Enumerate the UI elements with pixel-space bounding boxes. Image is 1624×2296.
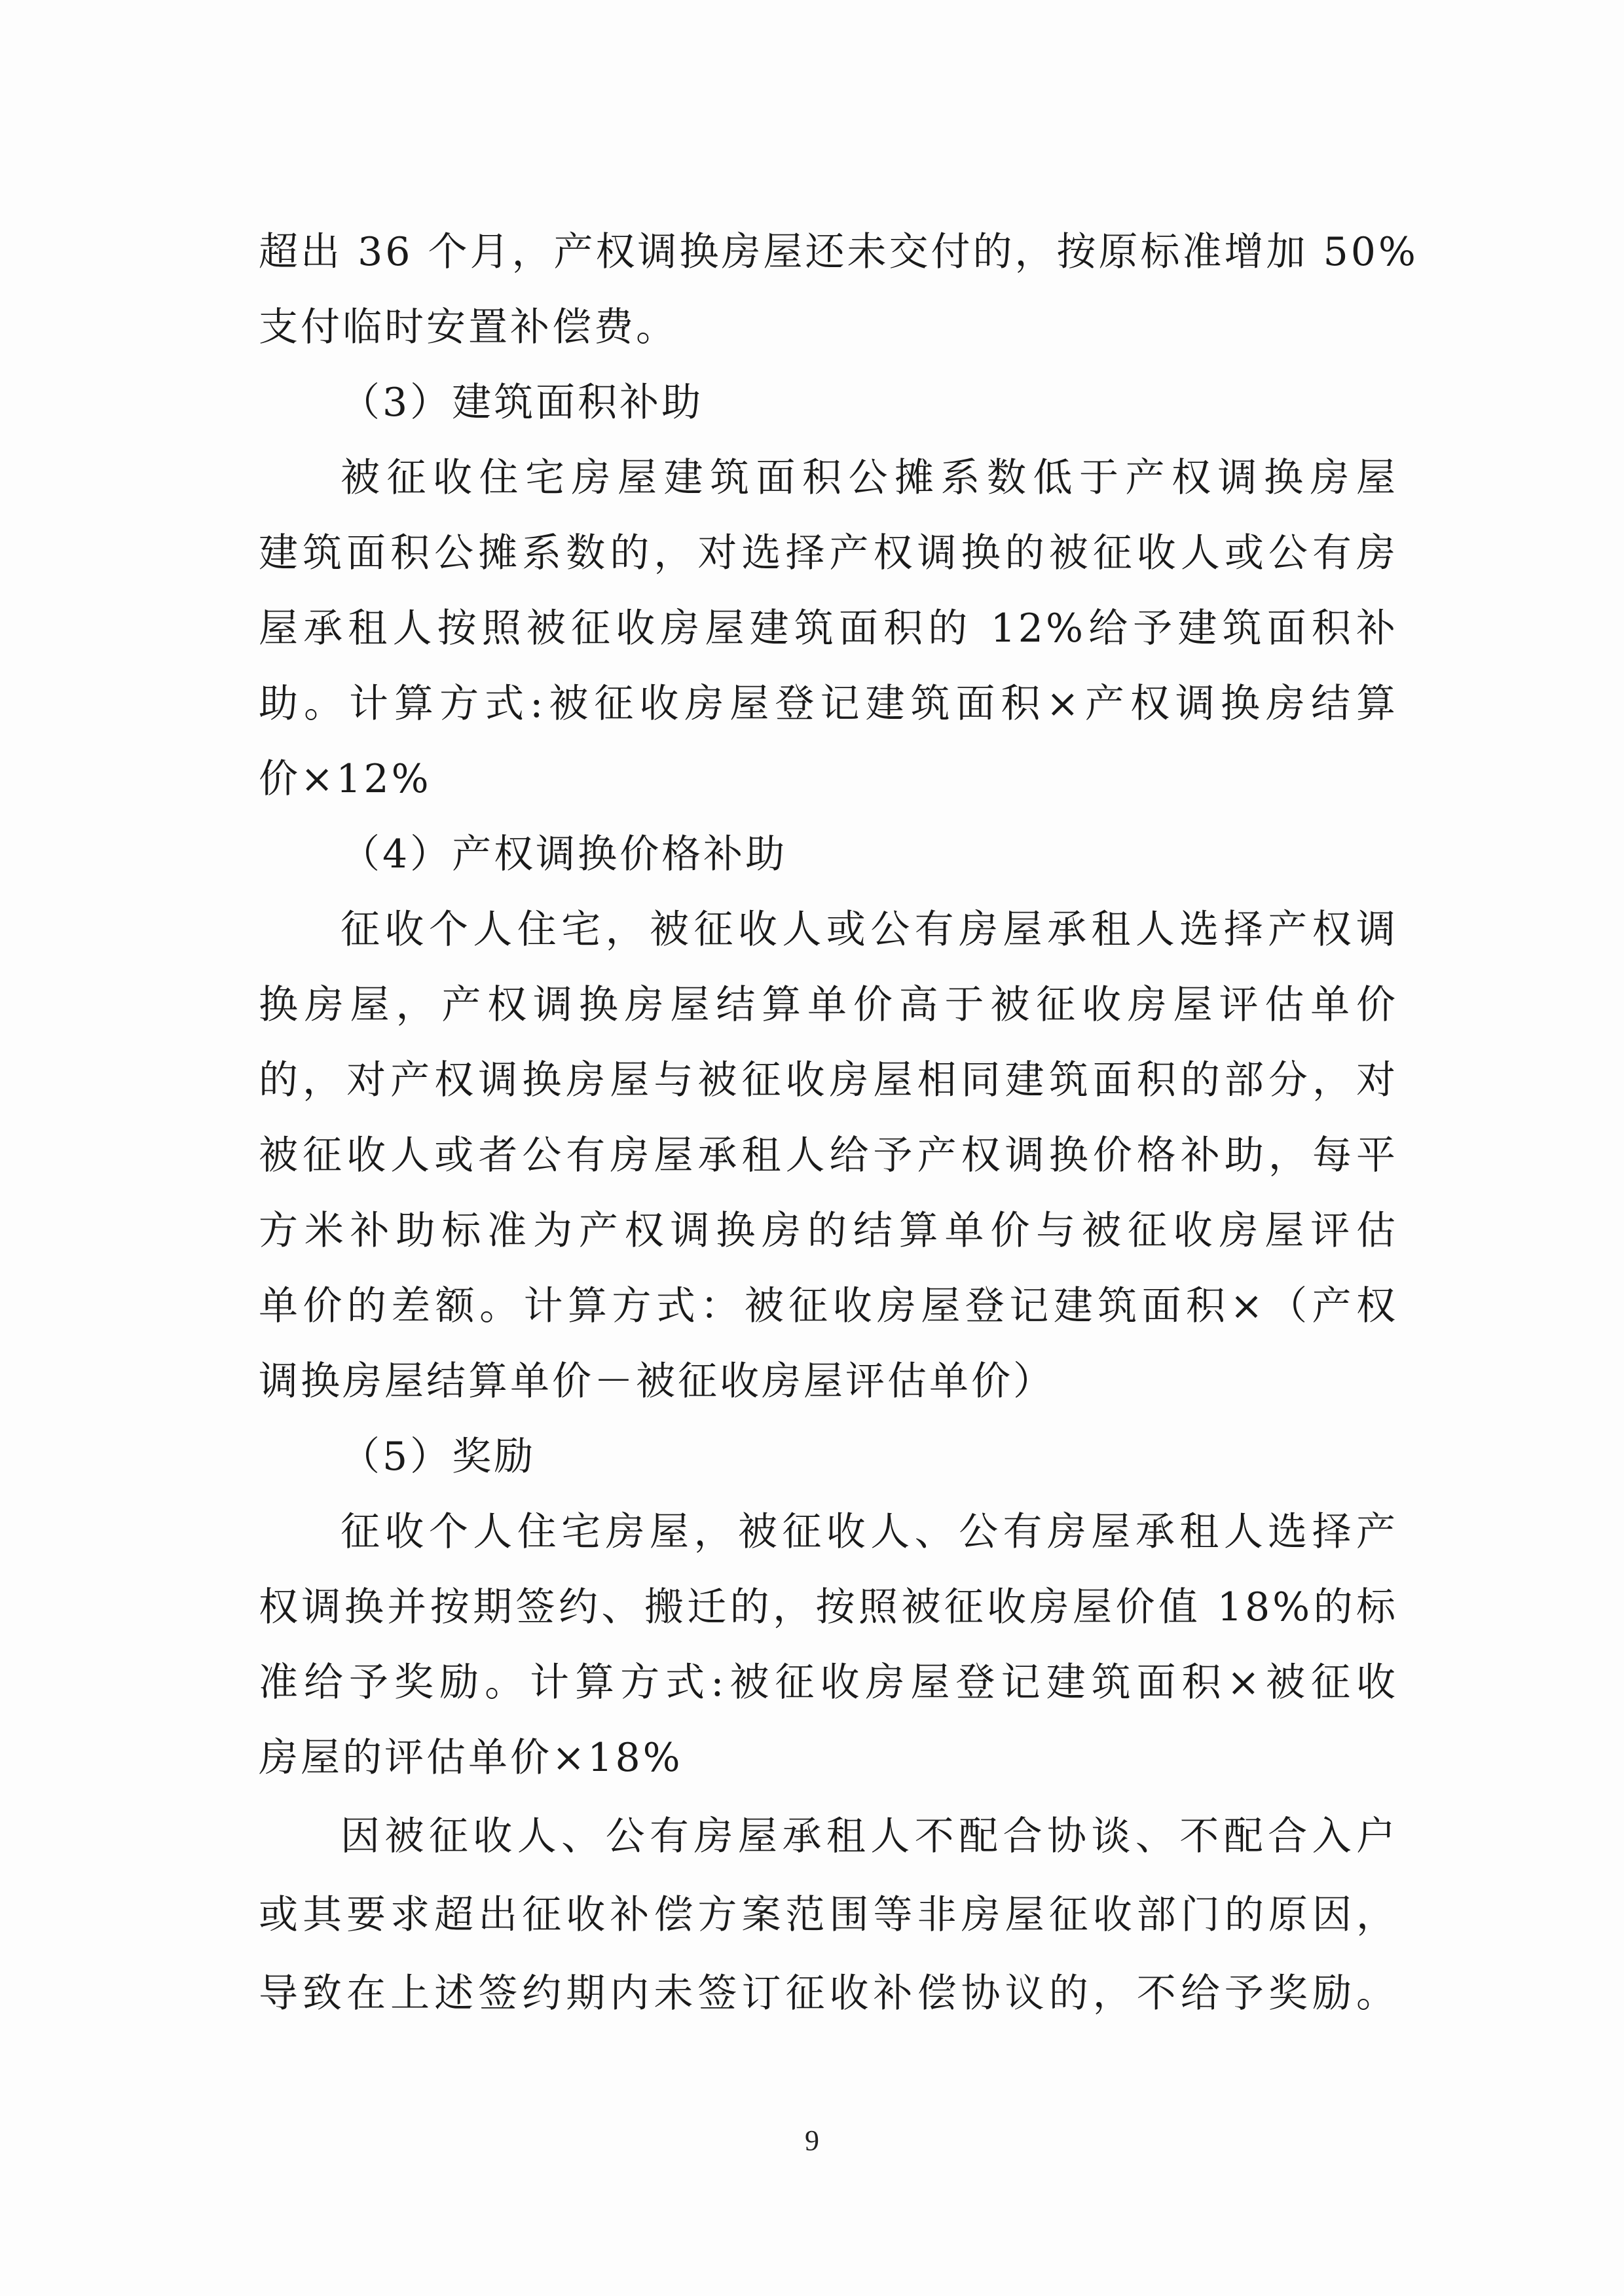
text-line: 房屋的评估单价×18% [259, 1735, 683, 1781]
section-heading: （5）奖励 [341, 1434, 536, 1480]
section-heading: （4）产权调换价格补助 [341, 831, 788, 877]
text-line: 导致在上述签约期内未签订征收补偿协议的，不给予奖励。 [259, 1971, 1398, 2016]
text-line: 屋承租人按照被征收房屋建筑面积的 12%给予建筑面积补 [259, 606, 1398, 651]
text-line: 单价的差额。计算方式：被征收房屋登记建筑面积×（产权 [259, 1283, 1398, 1329]
text-line: 建筑面积公摊系数的，对选择产权调换的被征收人或公有房 [259, 530, 1398, 576]
text-line: 征收个人住宅房屋，被征收人、公有房屋承租人选择产 [341, 1509, 1398, 1555]
text-line: 征收个人住宅，被征收人或公有房屋承租人选择产权调 [341, 907, 1398, 953]
section-heading: （3）建筑面积补助 [341, 380, 704, 426]
text-line: 调换房屋结算单价－被征收房屋评估单价） [259, 1358, 1055, 1404]
text-line: 的，对产权调换房屋与被征收房屋相同建筑面积的部分，对 [259, 1057, 1398, 1103]
text-line: 被征收住宅房屋建筑面积公摊系数低于产权调换房屋 [341, 455, 1398, 501]
text-line: 支付临时安置补偿费。 [259, 304, 678, 350]
text-line: 方米补助标准为产权调换房的结算单价与被征收房屋评估 [259, 1208, 1398, 1254]
text-line: 或其要求超出征收补偿方案范围等非房屋征收部门的原因， [259, 1892, 1398, 1938]
text-line: 换房屋，产权调换房屋结算单价高于被征收房屋评估单价 [259, 982, 1398, 1028]
text-line: 权调换并按期签约、搬迁的，按照被征收房屋价值 18%的标 [259, 1584, 1398, 1630]
page-number: 9 [805, 2124, 819, 2157]
text-line: 被征收人或者公有房屋承租人给予产权调换价格补助，每平 [259, 1133, 1398, 1178]
text-line: 价×12% [259, 756, 432, 802]
text-line: 因被征收人、公有房屋承租人不配合协谈、不配合入户 [341, 1813, 1398, 1859]
text-line: 准给予奖励。计算方式:被征收房屋登记建筑面积×被征收 [259, 1660, 1398, 1705]
text-line: 助。计算方式:被征收房屋登记建筑面积×产权调换房结算 [259, 681, 1398, 727]
text-line: 超出 36 个月，产权调换房屋还未交付的，按原标准增加 50% [259, 229, 1418, 275]
